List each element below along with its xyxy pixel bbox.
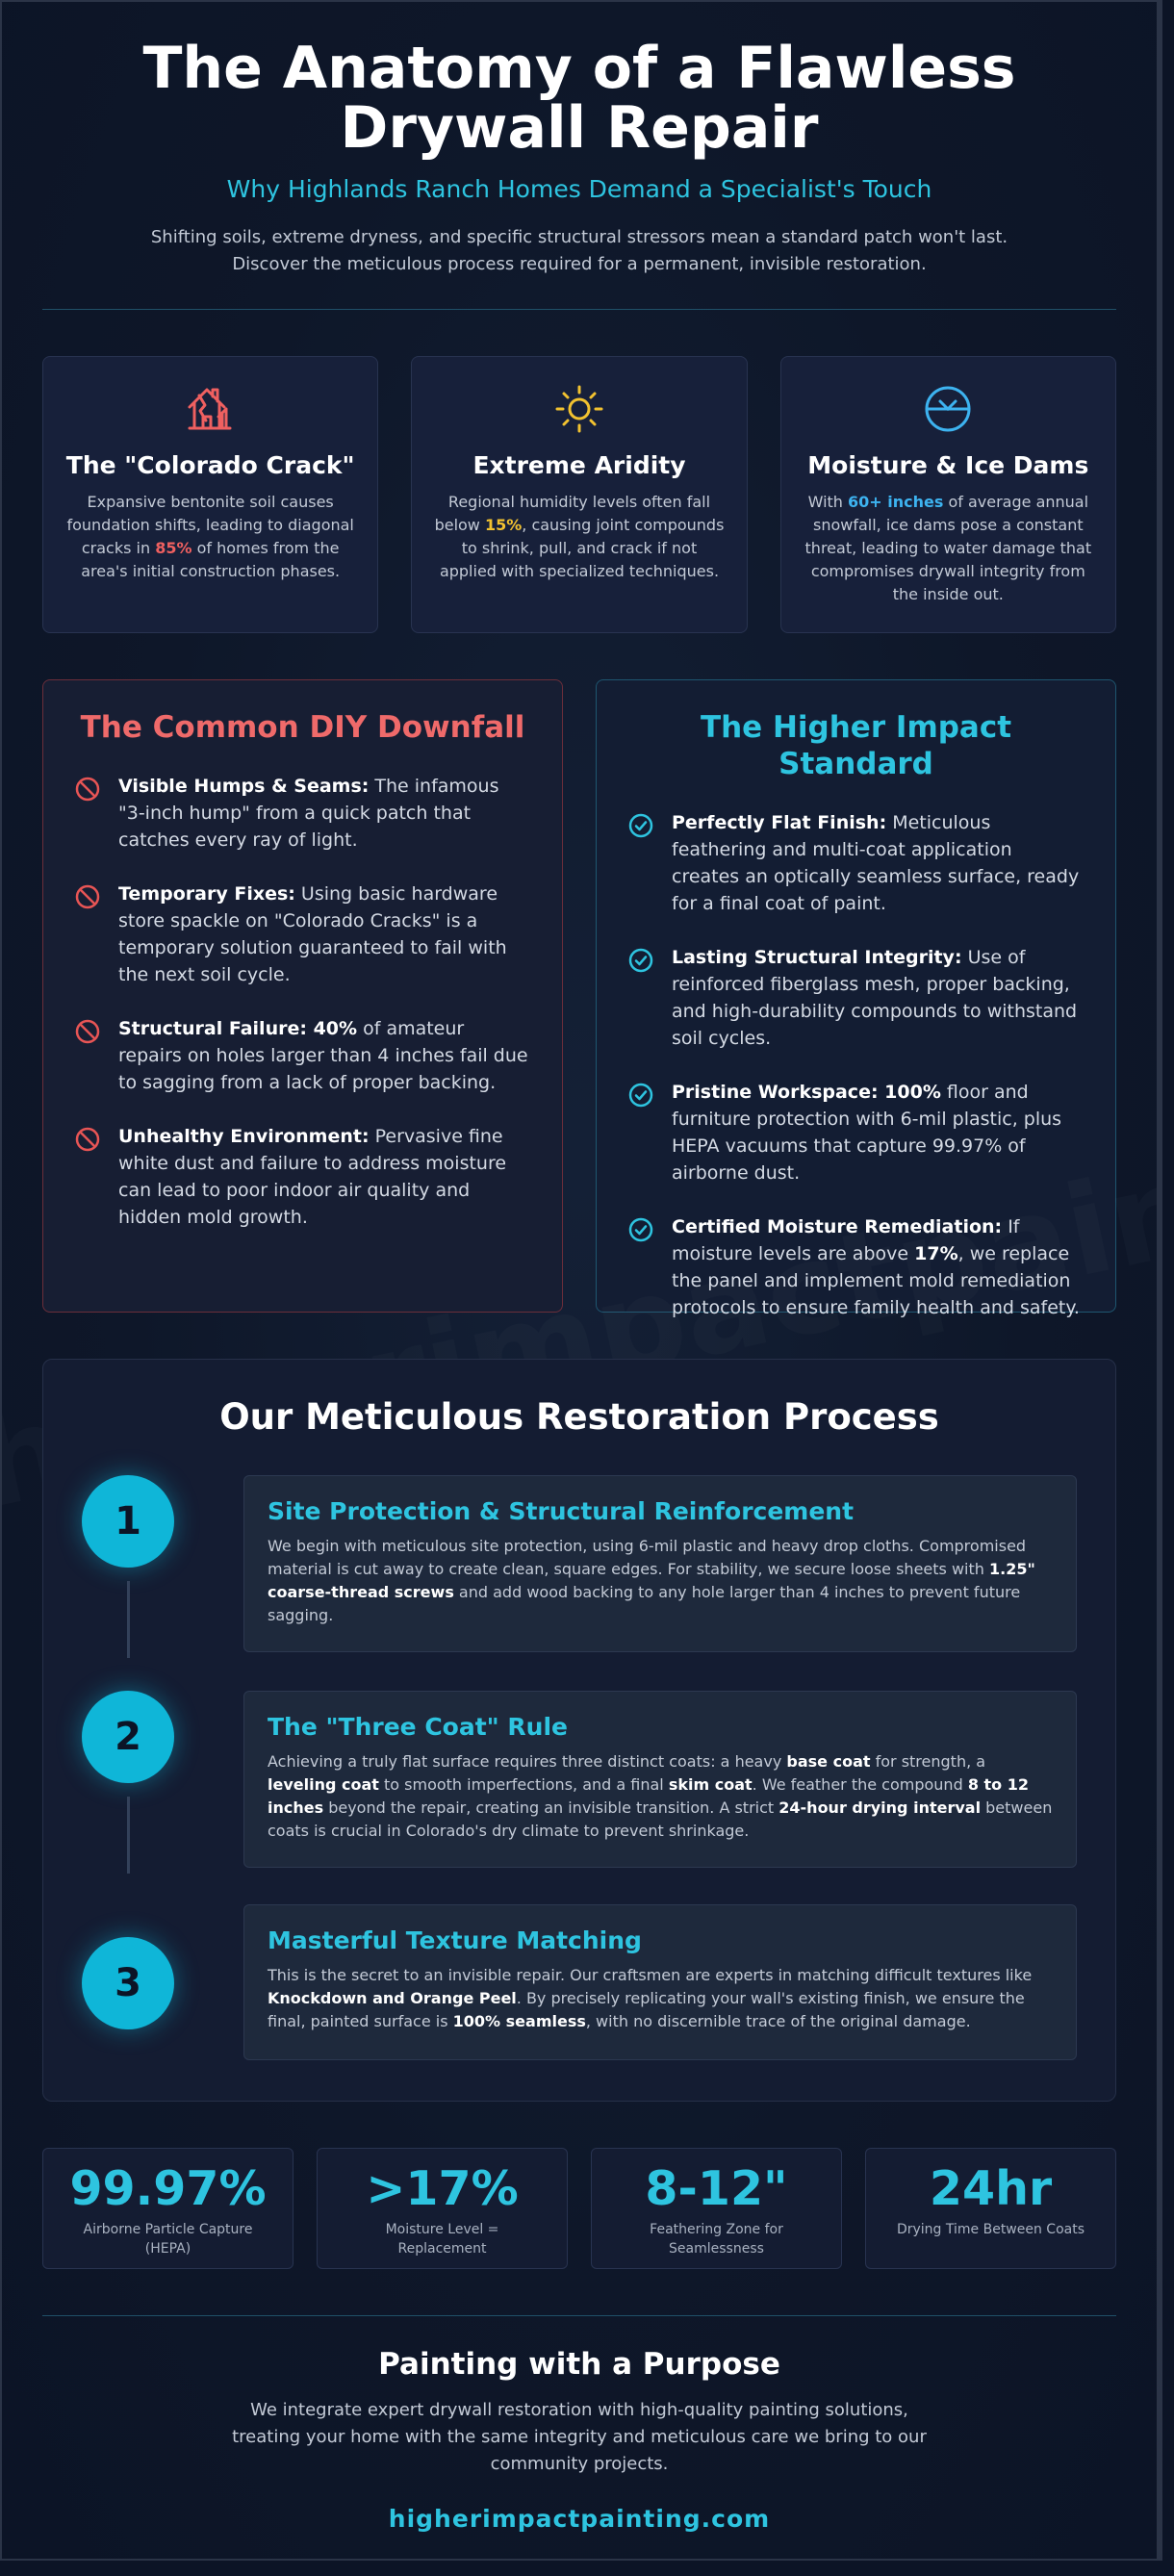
stat-label: Drying Time Between Coats (896, 2222, 1085, 2237)
step-text: This is the secret to an invisible repair. Our craftsmen are experts in matching difficult textures like Knockdown and Orange Peel. By precisely replicating your wall's existing finish, we ensure the final, painted surface is 100% seamless, with no discernible trace of the original damage. (268, 1966, 1033, 2030)
prohibited-icon (74, 1015, 105, 1096)
website-link[interactable]: higherimpactpainting.com (388, 2505, 771, 2533)
pro-item-text: Lasting Structural Integrity: Use of reinforced fiberglass mesh, proper backing, and high-durability compounds to withstand soil cycles. (672, 947, 1078, 1049)
pro-item-text: Pristine Workspace: 100% floor and furniture protection with 6-mil plastic, plus HEPA vacuums that capture 99.97% of airborne dust. (672, 1082, 1062, 1184)
step-title: Masterful Texture Matching (268, 1926, 642, 1954)
step-text: We begin with meticulous site protection, using 6-mil plastic and heavy drop cloths. Compromised material is cut away to create clean, square edges. For stability, we secure loose sheets with 1.25" coarse-thread screws and add wood backing to any hole larger than 4 inches to prevent future sagging. (268, 1537, 1035, 1624)
pro-item (627, 1213, 1085, 1321)
stats-row (42, 2148, 1116, 2269)
prohibited-icon (74, 773, 105, 854)
card-text: Regional humidity levels often fall below 15%, causing joint compounds to shrink, pull, and crack if not applied with specialized techniques. (434, 493, 725, 580)
diy-panel (42, 679, 563, 1313)
card-title: Moisture & Ice Dams (807, 451, 1089, 479)
highlight-value: 85% (155, 539, 192, 557)
challenge-cards (42, 356, 1116, 633)
step-number-badge: 3 (82, 1937, 174, 2029)
check-circle-icon (627, 1213, 658, 1321)
pro-panel (596, 679, 1116, 1318)
sun-icon (433, 382, 725, 436)
page-title: The Anatomy of a Flawless Drywall Repair (142, 35, 1016, 162)
stat-card (317, 2148, 568, 2269)
stat-value: 8-12" (645, 2161, 788, 2216)
stat-label: Airborne Particle Capture (HEPA) (83, 2222, 253, 2257)
footer-divider (42, 2315, 1116, 2316)
step-number-badge: 2 (82, 1691, 174, 1783)
stat-card (865, 2148, 1116, 2269)
diy-panel-title: The Common DIY Downfall (80, 710, 525, 745)
stat-label: Moisture Level = Replacement (385, 2222, 499, 2257)
step-title: Site Protection & Structural Reinforcement (268, 1497, 855, 1525)
stat-card (42, 2148, 294, 2269)
diy-item (74, 1123, 531, 1231)
prohibited-icon (74, 880, 105, 988)
diy-item-text: Structural Failure: 40% of amateur repairs on holes larger than 4 inches fail due to sagging from a lack of proper backing. (118, 1018, 528, 1093)
check-circle-icon (627, 944, 658, 1052)
card-text: Expansive bentonite soil causes foundation shifts, leading to diagonal cracks in 85% of homes from the area's initial construction phases. (66, 493, 354, 580)
step-number-badge: 1 (82, 1475, 174, 1568)
stat-value: 99.97% (69, 2161, 267, 2216)
step-connector (127, 1581, 130, 1658)
step-card (243, 1904, 1077, 2060)
card-colorado-crack (42, 356, 378, 633)
card-extreme-aridity (411, 356, 747, 633)
pro-panel-title: The Higher Impact Standard (700, 710, 1012, 781)
diy-item-text: Visible Humps & Seams: The infamous "3-inch hump" from a quick patch that catches every ray of light. (118, 776, 499, 851)
highlight-value: 15% (484, 516, 523, 534)
process-section (42, 1359, 1116, 2102)
stat-label: Feathering Zone for Seamlessness (650, 2222, 783, 2257)
prohibited-icon (74, 1123, 105, 1231)
pro-item (627, 944, 1085, 1052)
card-title: The "Colorado Crack" (65, 451, 355, 479)
stat-value: 24hr (929, 2161, 1053, 2216)
step-card (243, 1691, 1077, 1868)
diy-item (74, 1015, 531, 1096)
diy-item (74, 773, 531, 854)
process-title: Our Meticulous Restoration Process (219, 1396, 939, 1438)
snow-globe-icon (803, 382, 1094, 436)
pro-item (627, 1079, 1085, 1186)
cracked-house-icon (64, 382, 356, 436)
check-circle-icon (627, 809, 658, 917)
header (2, 2, 1157, 278)
highlight-value: 60+ inches (848, 493, 944, 511)
step-card (243, 1475, 1077, 1652)
card-title: Extreme Aridity (472, 451, 686, 479)
page-subtitle: Why Highlands Ranch Homes Demand a Specialist's Touch (226, 175, 932, 203)
pro-item-text: Certified Moisture Remediation: If moisture levels are above 17%, we replace the panel and implement mold remediation protocols to ensure family health and safety. (672, 1216, 1080, 1318)
step-connector (127, 1797, 130, 1874)
header-divider (42, 309, 1116, 310)
step-title: The "Three Coat" Rule (268, 1713, 568, 1741)
intro-text: Shifting soils, extreme dryness, and specific structural stressors mean a standard patch won't last. Discover the meticulous process required for a permanent, invisible restoration. (150, 227, 1008, 274)
diy-item-text: Unhealthy Environment: Pervasive fine white dust and failure to address moisture can lead to poor indoor air quality and hidden mold growth. (118, 1126, 507, 1228)
diy-item (74, 880, 531, 988)
step-text: Achieving a truly flat surface requires three distinct coats: a heavy base coat for strength, a leveling coat to smooth imperfections, and a final skim coat. We feather the compound 8 to 12 inches beyond the repair, creating an invisible transition. A strict 24-hour drying interval between coats is crucial in Colorado's dry climate to prevent shrinkage. (268, 1752, 1053, 1840)
footer (2, 2347, 1157, 2533)
comparison-section (42, 679, 1116, 1318)
diy-item-text: Temporary Fixes: Using basic hardware store spackle on "Colorado Cracks" is a temporary solution guaranteed to fail with the next soil cycle. (118, 883, 507, 985)
stat-value: >17% (366, 2161, 519, 2216)
card-text: With 60+ inches of average annual snowfall, ice dams pose a constant threat, leading to water damage that compromises drywall integrity from the inside out. (804, 493, 1092, 603)
footer-text: We integrate expert drywall restoration with high-quality painting solutions, treating your home with the same integrity and meticulous care we bring to our community projects. (232, 2400, 927, 2474)
pro-item-text: Perfectly Flat Finish: Meticulous feathering and multi-coat application creates an optically seamless surface, ready for a final coat of paint. (672, 812, 1080, 914)
stat-card (591, 2148, 842, 2269)
card-moisture-ice-dams (780, 356, 1116, 633)
pro-item (627, 809, 1085, 917)
footer-title: Painting with a Purpose (378, 2347, 780, 2382)
check-circle-icon (627, 1079, 658, 1186)
